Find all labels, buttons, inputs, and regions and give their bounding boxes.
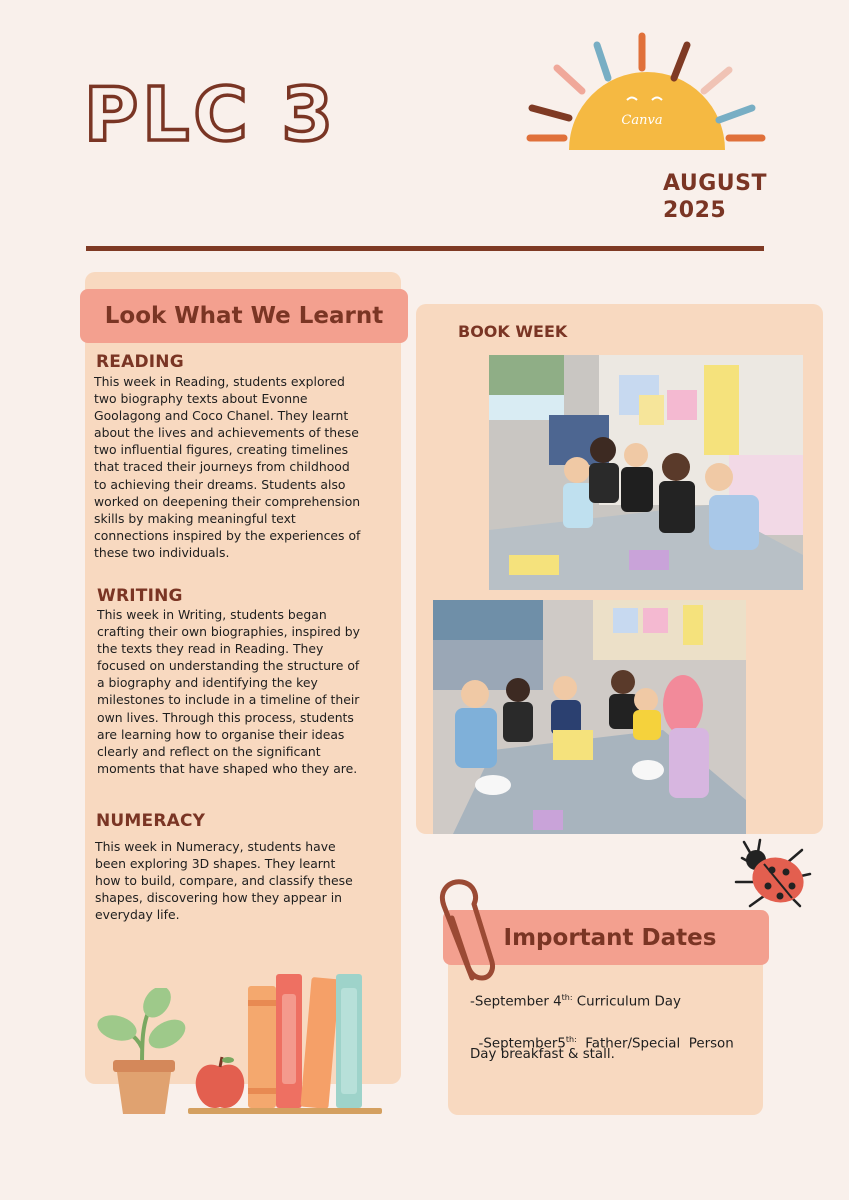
book-week-title: BOOK WEEK: [458, 322, 568, 341]
issue-year: 2025: [663, 198, 727, 223]
issue-month: AUGUST: [663, 171, 767, 196]
date-item-1-suffix: th:: [561, 993, 573, 1002]
sun-label: Canva: [621, 113, 663, 128]
writing-text: This week in Writing, students began crafting their own biographies, inspired by the texts they read in Reading. They focused on understanding the structure of a biography and identifying the key milestones to include in a timeline of their own lives. Through this process, students are learning how to organise their ideas clearly and reflect on the significant moments that have shaped who they are.: [97, 607, 360, 776]
book-week-photo-2: [433, 600, 746, 834]
learning-banner-title: Look What We Learnt: [104, 303, 384, 329]
potted-plant-icon: [95, 988, 190, 1118]
important-dates-title: Important Dates: [503, 924, 717, 951]
page-title: PLC 3: [84, 72, 337, 158]
writing-title: WRITING: [97, 586, 183, 606]
sun-icon: [524, 28, 769, 153]
ladybug-icon: [730, 838, 812, 910]
paperclip-icon: [432, 878, 496, 982]
date-item-1-date: -September 4: [470, 994, 562, 1010]
reading-text: This week in Reading, students explored two biography texts about Evonne Goolagong and Coco Chanel. They learnt about the lives and achievements of these two influential figures, creating timelines that traced their journeys from childhood to achieving their dreams. Students also worked on deepening their comprehension skills by making meaningful text connections inspired by the experiences of these two individuals.: [94, 374, 361, 560]
learning-banner: [80, 289, 408, 343]
books-icon: [186, 970, 386, 1118]
numeracy-text: This week in Numeracy, students have been exploring 3D shapes. They learnt how to build, compare, and classify these shapes, discovering how they appear in everyday life.: [95, 839, 353, 923]
book-week-photo-1: [489, 355, 803, 590]
numeracy-title: NUMERACY: [96, 811, 206, 831]
header-divider: [86, 246, 764, 251]
date-item-1-event: Curriculum Day: [572, 994, 681, 1010]
issue-date: [663, 170, 767, 224]
date-item-2-suffix: th:: [565, 1035, 577, 1044]
date-item-father-day-cont: Day breakfast & stall.: [470, 1047, 615, 1062]
date-item-2-event: Father/Special Person: [576, 1036, 734, 1052]
date-item-2-date: -September5: [478, 1036, 566, 1052]
reading-title: READING: [96, 352, 184, 372]
date-item-curriculum-day: [470, 993, 681, 1009]
